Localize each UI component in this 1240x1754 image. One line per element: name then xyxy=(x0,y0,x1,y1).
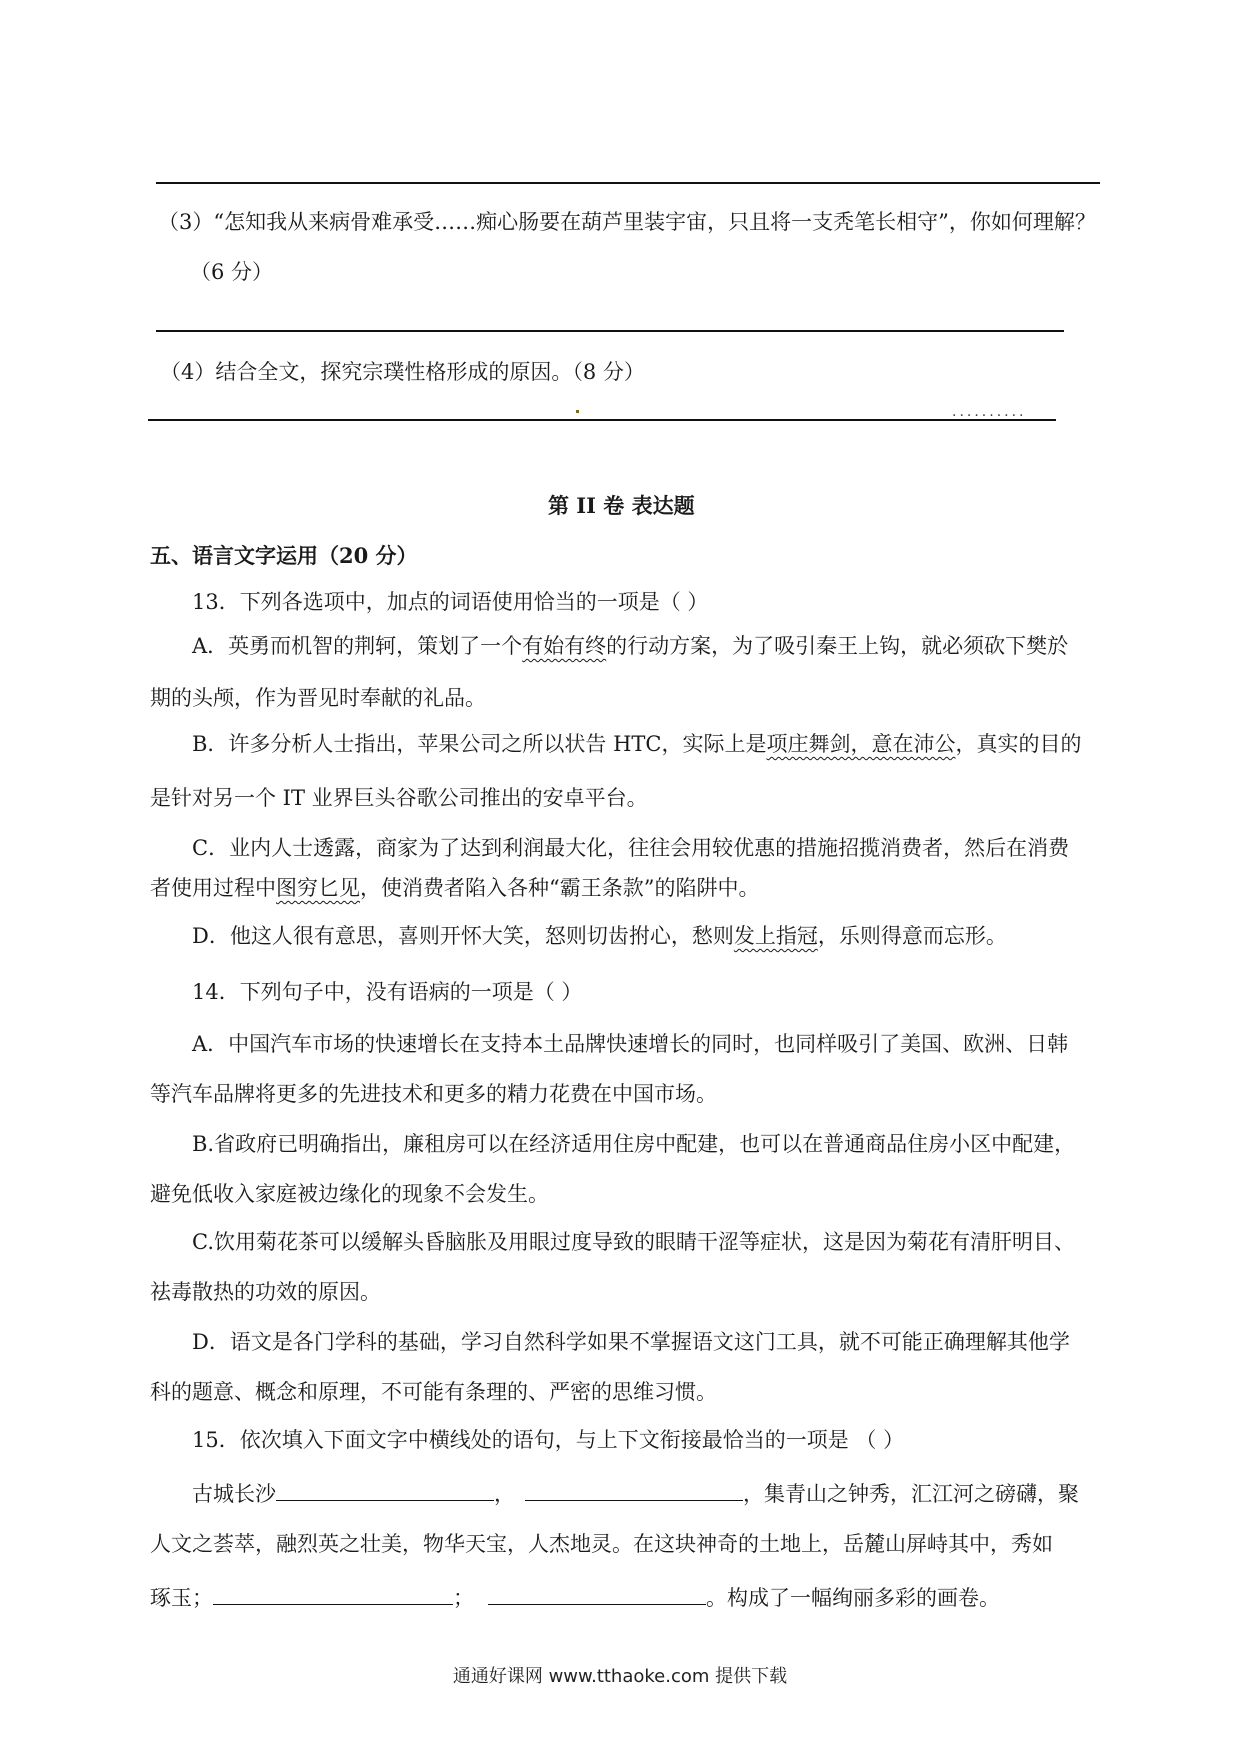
scan-speck xyxy=(576,410,579,413)
part-5-heading: 五、语言文字运用（20 分） xyxy=(150,543,418,568)
q13-option-c-line-1: C．业内人士透露，商家为了达到利润最大化，往往会用较优惠的措施招揽消费者，然后在消费 xyxy=(192,836,1070,860)
q15-stem: 15．依次填入下面文字中横线处的语句，与上下文衔接最恰当的一项是 （ ） xyxy=(192,1428,905,1452)
q3-line-1: （3）“怎知我从来病骨难承受……痴心肠要在葫芦里装宇宙，只且将一支秃笔长相守”，你如何理解？ xyxy=(158,210,1096,234)
q14-option-a-line-1: A．中国汽车市场的快速增长在支持本土品牌快速增长的同时，也同样吸引了美国、欧洲、日韩 xyxy=(192,1032,1069,1056)
q15-blank-2[interactable] xyxy=(525,1478,743,1501)
answer-line-3 xyxy=(148,419,1056,421)
q15-blank-3[interactable] xyxy=(213,1582,453,1605)
q14-option-b-line-2: 避免低收入家庭被边缘化的现象不会发生。 xyxy=(150,1182,549,1206)
q13-option-b-line-2: 是针对另一个 IT 业界巨头谷歌公司推出的安卓平台。 xyxy=(150,786,648,810)
q13-option-a-line-1: A．英勇而机智的荆轲，策划了一个有始有终的行动方案，为了吸引秦王上钩，就必须砍下樊於 xyxy=(192,634,1069,658)
q15-blank-4[interactable] xyxy=(488,1582,706,1605)
q14-option-a-line-2: 等汽车品牌将更多的先进技术和更多的精力花费在中国市场。 xyxy=(150,1082,717,1106)
q15-passage-line-3: 琢玉； ； 。构成了一幅绚丽多彩的画卷。 xyxy=(150,1582,1000,1612)
q13-c-marked-phrase: 图穷匕见 xyxy=(276,876,360,900)
q13-option-d: D．他这人很有意思，喜则开怀大笑，怒则切齿拊心，愁则发上指冠，乐则得意而忘形。 xyxy=(192,924,1007,948)
q13-option-b-line-1: B．许多分析人士指出，苹果公司之所以状告 HTC，实际上是项庄舞剑，意在沛公，真实的目的 xyxy=(192,732,1082,756)
q13-stem: 13．下列各选项中，加点的词语使用恰当的一项是（ ） xyxy=(192,590,709,614)
page-footer: 通通好课网 www.tthaoke.com 提供下载 xyxy=(452,1666,788,1687)
q3-line-2: （6 分） xyxy=(190,260,274,284)
q13-option-a-line-2: 期的头颅，作为晋见时奉献的礼品。 xyxy=(150,686,486,710)
q14-option-c-line-1: C.饮用菊花茶可以缓解头昏脑胀及用眼过度导致的眼睛干涩等症状，这是因为菊花有清肝明目、 xyxy=(192,1230,1075,1254)
q14-option-d-line-1: D．语文是各门学科的基础，学习自然科学如果不掌握语文这门工具，就不可能正确理解其他学 xyxy=(192,1330,1070,1354)
q14-option-d-line-2: 科的题意、概念和原理，不可能有条理的、严密的思维习惯。 xyxy=(150,1380,717,1404)
q13-b-marked-phrase: 项庄舞剑，意在沛公 xyxy=(766,732,956,756)
answer-line-2 xyxy=(156,330,1064,332)
q15-passage-line-1: 古城长沙 ， ，集青山之钟秀，汇江河之磅礴，聚 xyxy=(192,1478,1079,1508)
q14-option-b-line-1: B.省政府已明确指出，廉租房可以在经济适用住房中配建，也可以在普通商品住房小区中配建， xyxy=(192,1132,1076,1156)
dotted-leader: .......... xyxy=(952,404,1027,420)
q15-passage-line-2: 人文之荟萃，融烈英之壮美，物华天宝，人杰地灵。在这块神奇的土地上，岳麓山屏峙其中，秀如 xyxy=(150,1532,1053,1556)
q4-line-1: （4）结合全文，探究宗璞性格形成的原因。（8 分） xyxy=(160,360,645,384)
q14-option-c-line-2: 祛毒散热的功效的原因。 xyxy=(150,1280,381,1304)
q15-blank-1[interactable] xyxy=(276,1478,494,1501)
answer-line-1 xyxy=(156,182,1100,184)
q13-d-marked-phrase: 发上指冠 xyxy=(733,924,818,948)
q13-a-marked-phrase: 有始有终 xyxy=(522,634,607,658)
q13-option-c-line-2: 者使用过程中图穷匕见，使消费者陷入各种“霸王条款”的陷阱中。 xyxy=(150,876,760,900)
q14-stem: 14．下列句子中，没有语病的一项是（ ） xyxy=(192,980,583,1004)
section-title: 第 II 卷 表达题 xyxy=(548,493,695,518)
